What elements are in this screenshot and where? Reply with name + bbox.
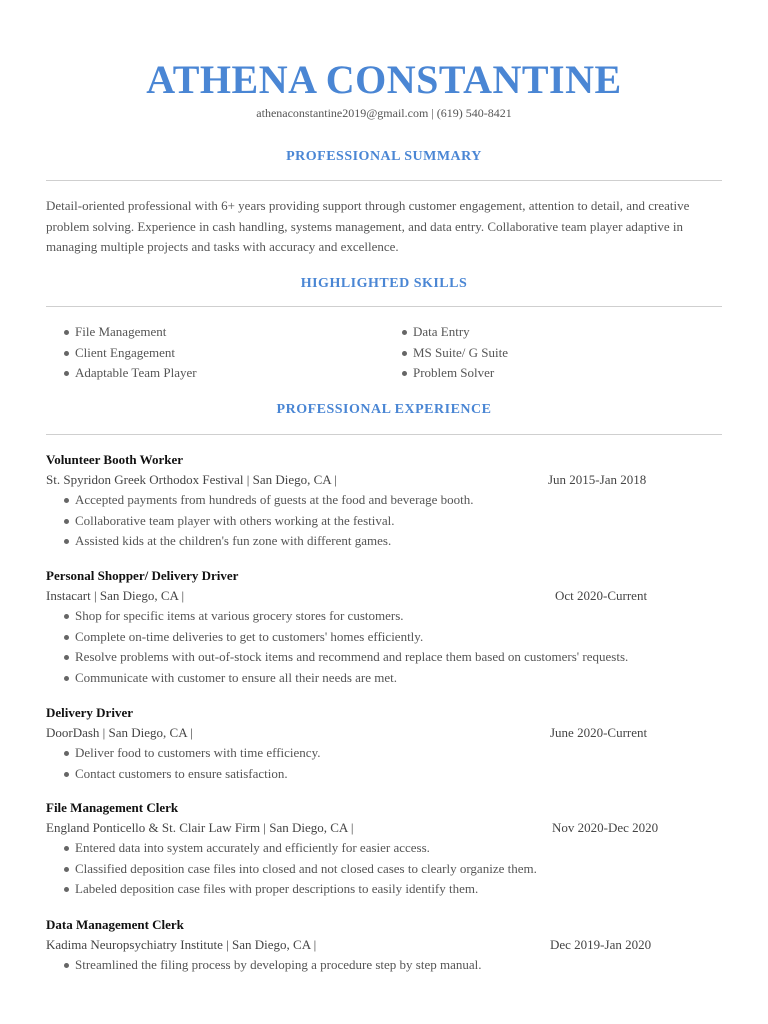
skill-item: MS Suite/ G Suite xyxy=(413,343,722,364)
summary-text: Detail-oriented professional with 6+ years providing support through customer engagement, attention to detail, and creative problem solving. Experience in cash handling, systems management, and data entry. Collaborative team player adaptive in managing multiple projects and tasks with accuracy and excellence. xyxy=(46,198,690,254)
skill-item: Data Entry xyxy=(413,322,722,343)
contact-info: athenaconstantine2019@gmail.com | (619) 540-8421 xyxy=(256,106,512,120)
job-bullet: Streamlined the filing process by developing a procedure step by step manual. xyxy=(75,955,722,976)
job-employer: Instacart | San Diego, CA | xyxy=(46,588,185,603)
job-bullet: Collaborative team player with others working at the festival. xyxy=(75,511,722,532)
skills-divider xyxy=(46,306,722,307)
job-bullet: Accepted payments from hundreds of guests at the food and beverage booth. xyxy=(75,490,722,511)
job-bullet: Resolve problems with out-of-stock items and recommend and replace them based on customers' requests. xyxy=(75,647,722,668)
skill-item: File Management xyxy=(75,322,384,343)
job-dates: Dec 2019-Jan 2020 xyxy=(550,937,652,952)
job-entry xyxy=(46,450,722,552)
job-bullet: Labeled deposition case files with proper descriptions to easily identify them. xyxy=(75,879,722,900)
skills-heading: HIGHLIGHTED SKILLS xyxy=(300,276,468,291)
job-employer: Kadima Neuropsychiatry Institute | San Diego, CA | xyxy=(46,937,317,952)
job-entry xyxy=(46,915,722,976)
skills-column-right xyxy=(384,322,722,384)
job-title: Delivery Driver xyxy=(46,705,133,720)
job-dates: Nov 2020-Dec 2020 xyxy=(552,820,659,835)
job-employer-line xyxy=(46,470,722,490)
job-title: Data Management Clerk xyxy=(46,917,184,932)
job-bullet: Entered data into system accurately and efficiently for easier access. xyxy=(75,838,722,859)
job-employer: St. Spyridon Greek Orthodox Festival | San Diego, CA | xyxy=(46,472,337,487)
job-bullets xyxy=(46,490,722,552)
job-entry xyxy=(46,566,722,689)
job-dates: June 2020-Current xyxy=(550,725,648,740)
job-bullets xyxy=(46,838,722,900)
job-bullet: Deliver food to customers with time efficiency. xyxy=(75,743,722,764)
job-dates: Jun 2015-Jan 2018 xyxy=(548,472,647,487)
job-bullet: Communicate with customer to ensure all their needs are met. xyxy=(75,668,722,689)
job-bullet: Assisted kids at the children's fun zone with different games. xyxy=(75,531,722,552)
job-bullet: Shop for specific items at various grocery stores for customers. xyxy=(75,606,722,627)
job-entry xyxy=(46,703,722,784)
candidate-name: ATHENA CONSTANTINE xyxy=(146,57,622,102)
job-bullets xyxy=(46,743,722,784)
job-employer-line xyxy=(46,935,722,955)
job-title: Volunteer Booth Worker xyxy=(46,452,183,467)
experience-divider xyxy=(46,434,722,435)
job-dates: Oct 2020-Current xyxy=(555,588,648,603)
job-bullets xyxy=(46,606,722,689)
summary-heading: PROFESSIONAL SUMMARY xyxy=(286,149,482,164)
skill-item: Client Engagement xyxy=(75,343,384,364)
skills-column-left xyxy=(46,322,384,384)
job-employer-line xyxy=(46,723,722,743)
job-entry xyxy=(46,798,722,900)
job-bullet: Classified deposition case files into closed and not closed cases to clearly organize them. xyxy=(75,859,722,880)
experience-heading: PROFESSIONAL EXPERIENCE xyxy=(276,402,492,417)
job-employer-line xyxy=(46,586,722,606)
job-employer: DoorDash | San Diego, CA | xyxy=(46,725,193,740)
summary-divider xyxy=(46,180,722,181)
job-bullets xyxy=(46,955,722,976)
skill-item: Problem Solver xyxy=(413,363,722,384)
job-bullet: Contact customers to ensure satisfaction. xyxy=(75,764,722,785)
job-employer-line xyxy=(46,818,722,838)
job-title: File Management Clerk xyxy=(46,800,179,815)
skills-list xyxy=(46,322,722,384)
job-bullet: Complete on-time deliveries to get to customers' homes efficiently. xyxy=(75,627,722,648)
skill-item: Adaptable Team Player xyxy=(75,363,384,384)
job-employer: England Ponticello & St. Clair Law Firm | San Diego, CA | xyxy=(46,820,354,835)
job-title: Personal Shopper/ Delivery Driver xyxy=(46,568,239,583)
